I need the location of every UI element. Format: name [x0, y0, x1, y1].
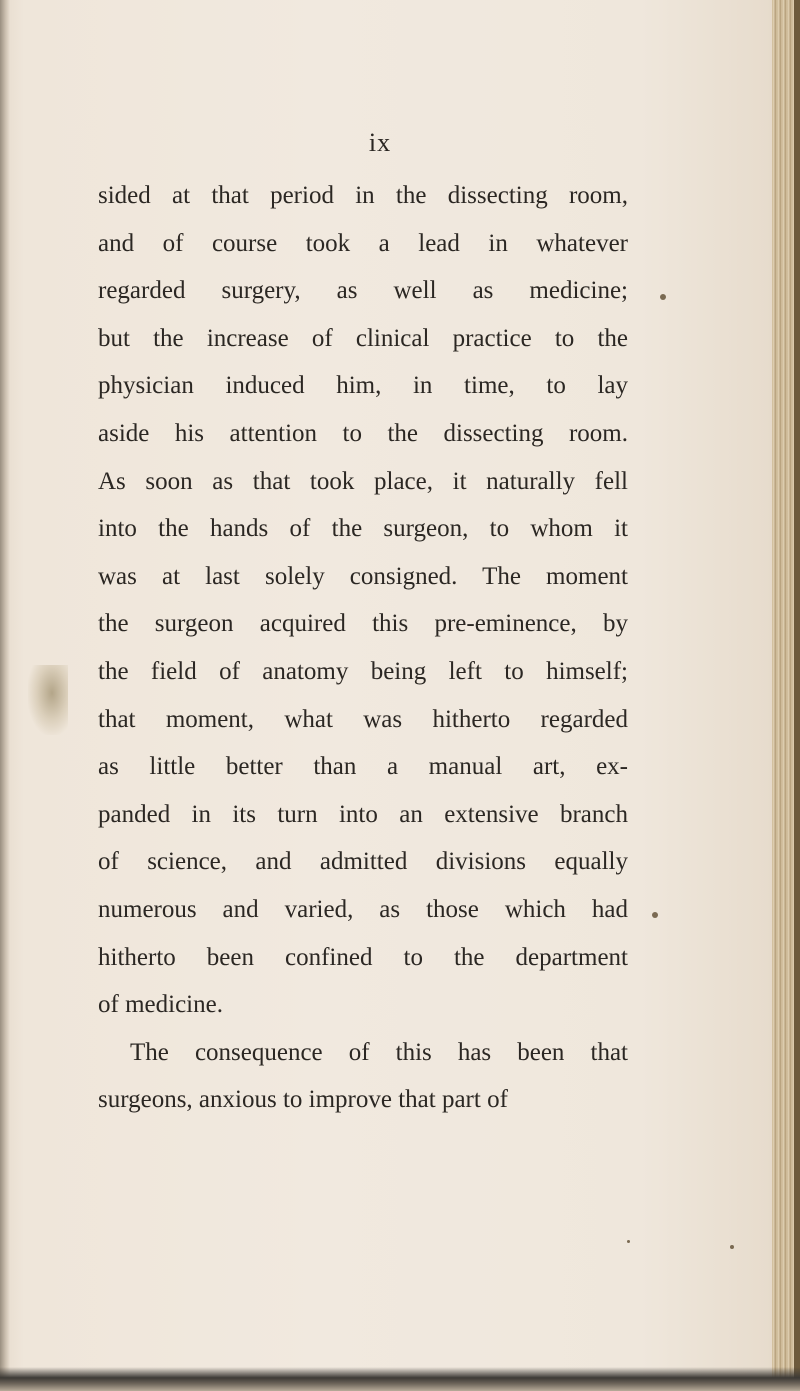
text-line: but the increase of clinical practice to the: [98, 324, 628, 352]
paper-speck: [660, 294, 666, 300]
text-line: The consequence of this has been that: [130, 1038, 628, 1066]
text-line: and of course took a lead in whatever: [98, 229, 628, 257]
page-edge-shadow: [794, 0, 800, 1391]
text-line: As soon as that took place, it naturally fell: [98, 467, 628, 495]
paper-speck: [652, 912, 658, 918]
text-line: panded in its turn into an extensive branch: [98, 800, 628, 828]
text-line: surgeons, anxious to improve that part of: [98, 1086, 508, 1114]
text-line: aside his attention to the dissecting room.: [98, 419, 628, 447]
page-number: ix: [368, 128, 392, 157]
text-line: into the hands of the surgeon, to whom it: [98, 515, 628, 543]
page-edge-bottom: [0, 1367, 800, 1391]
body-text: [98, 172, 628, 1124]
text-line: hitherto been confined to the department: [98, 943, 628, 971]
paper-stain: [28, 665, 68, 735]
text-line: regarded surgery, as well as medicine;: [98, 277, 628, 305]
text-line: the field of anatomy being left to himself;: [98, 657, 628, 685]
text-line: numerous and varied, as those which had: [98, 895, 628, 923]
inner-margin-shadow: [0, 0, 10, 1391]
paper-speck: [627, 1240, 630, 1243]
text-line: the surgeon acquired this pre-eminence, by: [98, 610, 628, 638]
text-line: that moment, what was hitherto regarded: [98, 705, 628, 733]
text-line: of science, and admitted divisions equally: [98, 848, 628, 876]
text-line: sided at that period in the dissecting room,: [98, 182, 628, 209]
text-line: physician induced him, in time, to lay: [98, 372, 628, 400]
paper-speck: [730, 1245, 734, 1249]
text-line: as little better than a manual art, ex-: [98, 753, 628, 781]
text-line: was at last solely consigned. The moment: [98, 562, 628, 590]
text-line: of medicine.: [98, 991, 223, 1019]
